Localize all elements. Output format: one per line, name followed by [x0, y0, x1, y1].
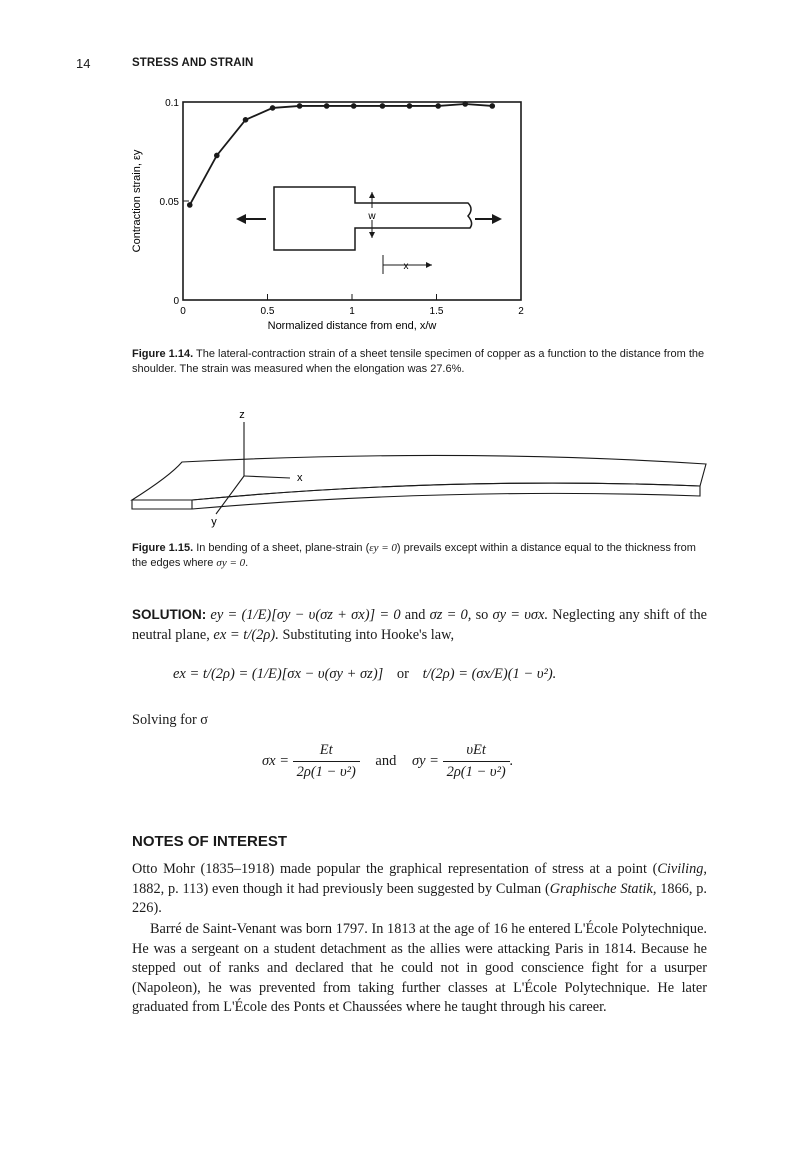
data-point-1 — [214, 153, 220, 159]
figure-1-14-caption-label: Figure 1.14. — [132, 348, 194, 360]
strain-line — [190, 104, 493, 205]
inset-w-label: w — [368, 211, 376, 222]
data-point-7 — [380, 103, 386, 109]
data-point-6 — [351, 103, 357, 109]
y-tick-label-2: 0.1 — [165, 98, 179, 109]
inset-x-label: x — [403, 261, 409, 272]
display-equation-hooke: ex = t/(2ρ) = (1/E)[σx − υ(σy + σz)] or t/(2ρ) = (σx/E)(1 − υ²). — [173, 666, 557, 682]
data-point-10 — [462, 101, 468, 107]
figure-1-15-caption: Figure 1.15. In bending of a sheet, plane-strain (εy = 0) prevails except within a distance equal to the thickness from the edges where σy = 0. — [132, 542, 696, 569]
solution-eq-sigma-z: σz = 0, — [429, 607, 472, 623]
solution-eq-sigma-y: σy = υσx. — [492, 607, 549, 623]
plot-frame — [183, 102, 521, 300]
figure-1-14-caption — [132, 347, 712, 377]
fraction-sigma-y: $\frac{\text{υEt}}{\text{2ρ(1 − υ²)}}$ — [443, 742, 510, 781]
data-point-4 — [297, 103, 303, 109]
y-tick-label-1: 0.05 — [159, 197, 179, 208]
z-axis-label: z — [239, 409, 245, 421]
x-tick-label-0: 0 — [180, 306, 186, 317]
solution-eq-ex: ex = t/(2ρ). — [213, 626, 279, 643]
running-head: STRESS AND STRAIN — [132, 57, 254, 69]
specimen-inset — [236, 187, 502, 274]
y-axis-label: Contraction strain, εy — [131, 149, 143, 253]
data-point-0 — [187, 202, 193, 208]
solution-eq-ey: ey = (1/E)[σy − υ(σz + σx)] = 0 — [210, 607, 401, 623]
data-point-5 — [324, 103, 330, 109]
notes-paragraph-saint-venant: Barré de Saint-Venant was born 1797. In 1813 at the age of 16 he entered L'École Polytechnique. He was a sergeant on a student detachment as the allies were attacking Paris in 1814. Because he stepped out of ranks and declared that he could not in good conscience fight for a usurper (Napoleon), he was prevented from taking further classes at L'École Polytechnique. He later graduated from L'École des Ponts et Chaussées where he taught through his career. — [132, 921, 707, 1016]
w-arrow-bottom — [369, 232, 375, 238]
x-axis-label: Normalized distance from end, x/w — [267, 320, 437, 332]
x-axis-label: x — [297, 472, 303, 484]
display-equation-sigma: σx = $\frac{Et}{\text{2ρ(1 − υ²)}}$ and σy = $\frac{\text{υEt}}{\text{2ρ(1 − υ²)}}$ . — [262, 742, 514, 780]
x-tick-label-3: 1.5 — [429, 306, 444, 317]
sheet-front-edge — [192, 483, 700, 509]
w-arrow-top — [369, 192, 375, 198]
data-point-3 — [270, 105, 276, 111]
plane-strain-condition: εy = 0 — [369, 542, 397, 554]
sheet-front-face — [132, 500, 192, 509]
data-point-8 — [407, 103, 413, 109]
x-tick-label-2: 1 — [349, 306, 355, 317]
right-force-arrow-head — [492, 214, 502, 224]
data-point-11 — [489, 103, 495, 109]
x-tick-label-4: 2 — [518, 306, 524, 317]
fraction-sigma-x: $\frac{Et}{\text{2ρ(1 − υ²)}}$ — [293, 742, 360, 781]
solving-line: Solving for σ — [132, 712, 209, 728]
y-axis-line — [216, 476, 244, 514]
page-number: 14 — [76, 56, 91, 71]
notes-heading: NOTES OF INTEREST — [132, 833, 288, 850]
data-point-2 — [243, 117, 249, 123]
sheet-top-face — [132, 455, 706, 500]
y-axis-label: y — [211, 516, 217, 528]
figure-1-15-caption-label: Figure 1.15. — [132, 542, 194, 554]
edge-stress-condition: σy = 0 — [216, 557, 246, 569]
figure-1-14-chart — [120, 88, 540, 340]
y-tick-label-0: 0 — [173, 296, 179, 307]
data-point-9 — [435, 103, 441, 109]
left-force-arrow-head — [236, 214, 246, 224]
notes-paragraph-mohr: Otto Mohr (1835–1918) made popular the graphical representation of stress at a point (Civiling, 1882, p. 113) even though it had previously been suggested by Culman (Graphische Statik, 1866, p. 226). — [132, 861, 707, 917]
x-dimension-arrow — [426, 262, 432, 268]
x-axis-line — [244, 476, 290, 478]
solution-label: SOLUTION: — [132, 607, 207, 622]
figure-1-15-diagram — [120, 404, 720, 534]
figure-1-14-caption-text: The lateral-contraction strain of a sheet tensile specimen of copper as a function to the distance from the shoulder. The strain was measured when the elongation was 27.6%. — [132, 348, 705, 375]
solution-paragraph: SOLUTION: ey = (1/E)[σy − υ(σz + σx)] = 0 and σz = 0, so σy = υσx. Neglecting any shift of the neutral plane, ex = t/(2ρ). Substituting into Hooke's law, — [132, 607, 708, 643]
x-tick-label-1: 0.5 — [260, 306, 275, 317]
